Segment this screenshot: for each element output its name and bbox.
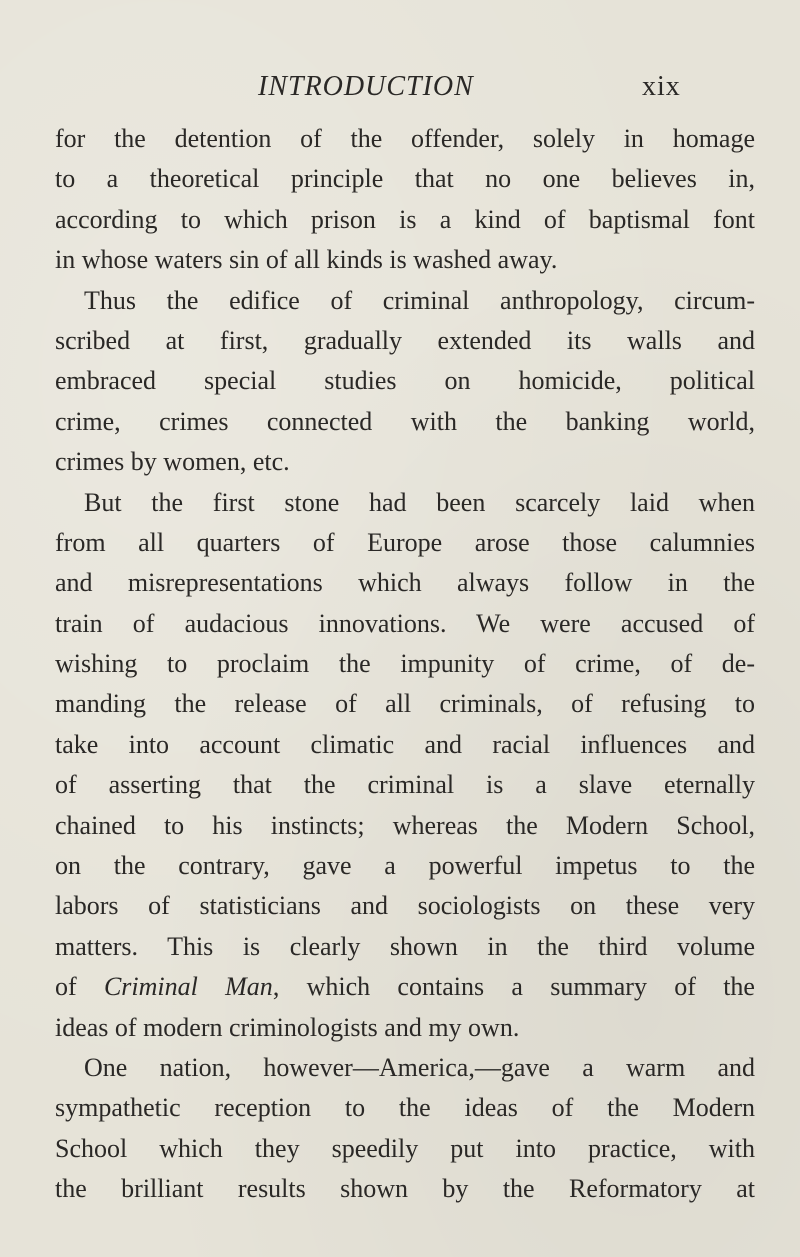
text-line: manding the release of all criminals, of refusing to bbox=[55, 689, 755, 719]
book-title: Criminal Man bbox=[103, 972, 273, 1002]
text-line: crime, crimes connected with the banking world, bbox=[55, 406, 755, 436]
text-line: But the first stone had been scarcely laid when bbox=[84, 487, 755, 517]
text-line: School which they speedily put into practice, with bbox=[55, 1133, 755, 1163]
text-line: sympathetic reception to the ideas of the Modern bbox=[55, 1093, 755, 1123]
text-line: the brilliant results shown by the Reformatory at bbox=[55, 1174, 755, 1204]
text-segment: of bbox=[55, 972, 104, 1002]
text-line: chained to his instincts; whereas the Modern School, bbox=[55, 810, 755, 840]
text-line: of asserting that the criminal is a slave eternally bbox=[55, 770, 755, 800]
text-line: according to which prison is a kind of baptismal font bbox=[55, 204, 755, 234]
text-line: scribed at first, gradually extended its walls and bbox=[55, 325, 755, 355]
text-line: on the contrary, gave a powerful impetus to the bbox=[55, 851, 755, 881]
text-line: to a theoretical principle that no one believes in, bbox=[55, 164, 755, 194]
text-line: take into account climatic and racial influences and bbox=[55, 729, 755, 759]
body-text bbox=[55, 119, 755, 1210]
text-line: matters. This is clearly shown in the third volume bbox=[55, 931, 755, 961]
running-title: INTRODUCTION bbox=[258, 71, 474, 102]
text-line-with-book-title bbox=[55, 967, 755, 1007]
text-line: One nation, however—America,—gave a warm and bbox=[84, 1052, 755, 1082]
text-line: and misrepresentations which always follow in the bbox=[55, 568, 755, 598]
text-line: ideas of modern criminologists and my own. bbox=[55, 1012, 520, 1042]
text-line: Thus the edifice of criminal anthropology, circum- bbox=[84, 285, 755, 315]
text-line: train of audacious innovations. We were accused of bbox=[55, 608, 755, 638]
text-line: wishing to proclaim the impunity of crime, of de- bbox=[55, 649, 755, 679]
text-line: from all quarters of Europe arose those calumnies bbox=[55, 527, 755, 557]
text-line: labors of statisticians and sociologists on these very bbox=[55, 891, 755, 921]
text-segment: , which contains a summary of the bbox=[272, 972, 755, 1002]
page-number: xix bbox=[642, 71, 681, 102]
text-line: crimes by women, etc. bbox=[55, 447, 290, 477]
running-head bbox=[0, 70, 800, 110]
text-line: embraced special studies on homicide, political bbox=[55, 366, 755, 396]
text-line: in whose waters sin of all kinds is washed away. bbox=[55, 245, 558, 275]
text-line: for the detention of the offender, solely in homage bbox=[55, 124, 755, 153]
